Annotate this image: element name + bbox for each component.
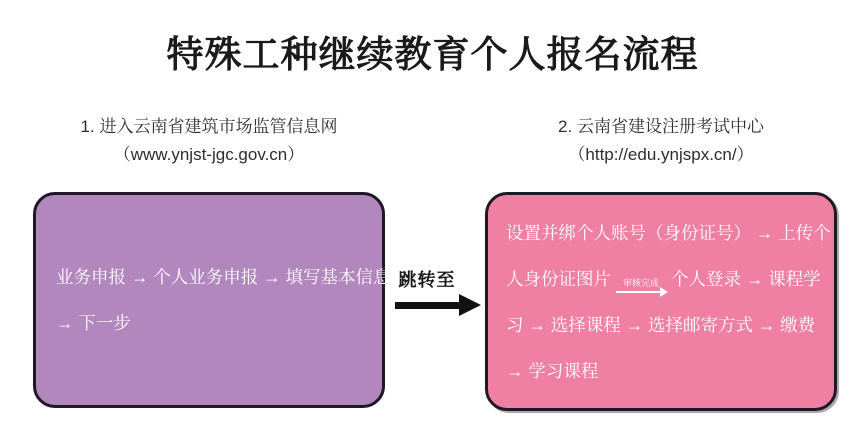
step1-heading-block: [30, 113, 388, 169]
review-complete-label: 审核完成: [622, 277, 659, 288]
step2-box-text-line1: 设置并绑个人账号（身份证号） → 上传个: [506, 222, 831, 243]
jump-arrow-shaft: [395, 302, 461, 309]
step2-line2-post: 个人登录 → 课程学: [671, 268, 821, 289]
step2-url: （http://edu.ynjspx.cn/）: [568, 145, 754, 164]
step2-heading: 2. 云南省建设注册考试中心: [558, 117, 764, 136]
page-title: 特殊工种继续教育个人报名流程: [166, 34, 699, 75]
step1-heading: 1. 进入云南省建筑市场监管信息网: [80, 117, 338, 136]
step1-url: （www.ynjst-jgc.gov.cn）: [113, 145, 305, 164]
step2-box: [485, 192, 837, 411]
review-complete-arrow-line: [616, 291, 666, 293]
jump-arrow-head: [459, 294, 481, 316]
step1-box: [33, 192, 391, 408]
step1-box-text-line2: → 下一步: [56, 313, 131, 333]
step1-box-text-line1: 业务申报 → 个人业务申报 → 填写基本信息: [56, 267, 391, 287]
jump-label: 跳转至: [398, 270, 456, 290]
step2-box-text-line2: [506, 256, 826, 302]
step2-line2-pre: 人身份证图片: [506, 268, 611, 289]
step2-box-text-line4: → 学习课程: [506, 360, 599, 381]
step2-box-text-line3: 习 → 选择课程 → 选择邮寄方式 → 缴费: [506, 314, 816, 335]
review-complete-arrow-icon: [616, 278, 666, 293]
jump-arrow-icon: [395, 292, 485, 318]
step2-heading-block: [482, 113, 840, 169]
